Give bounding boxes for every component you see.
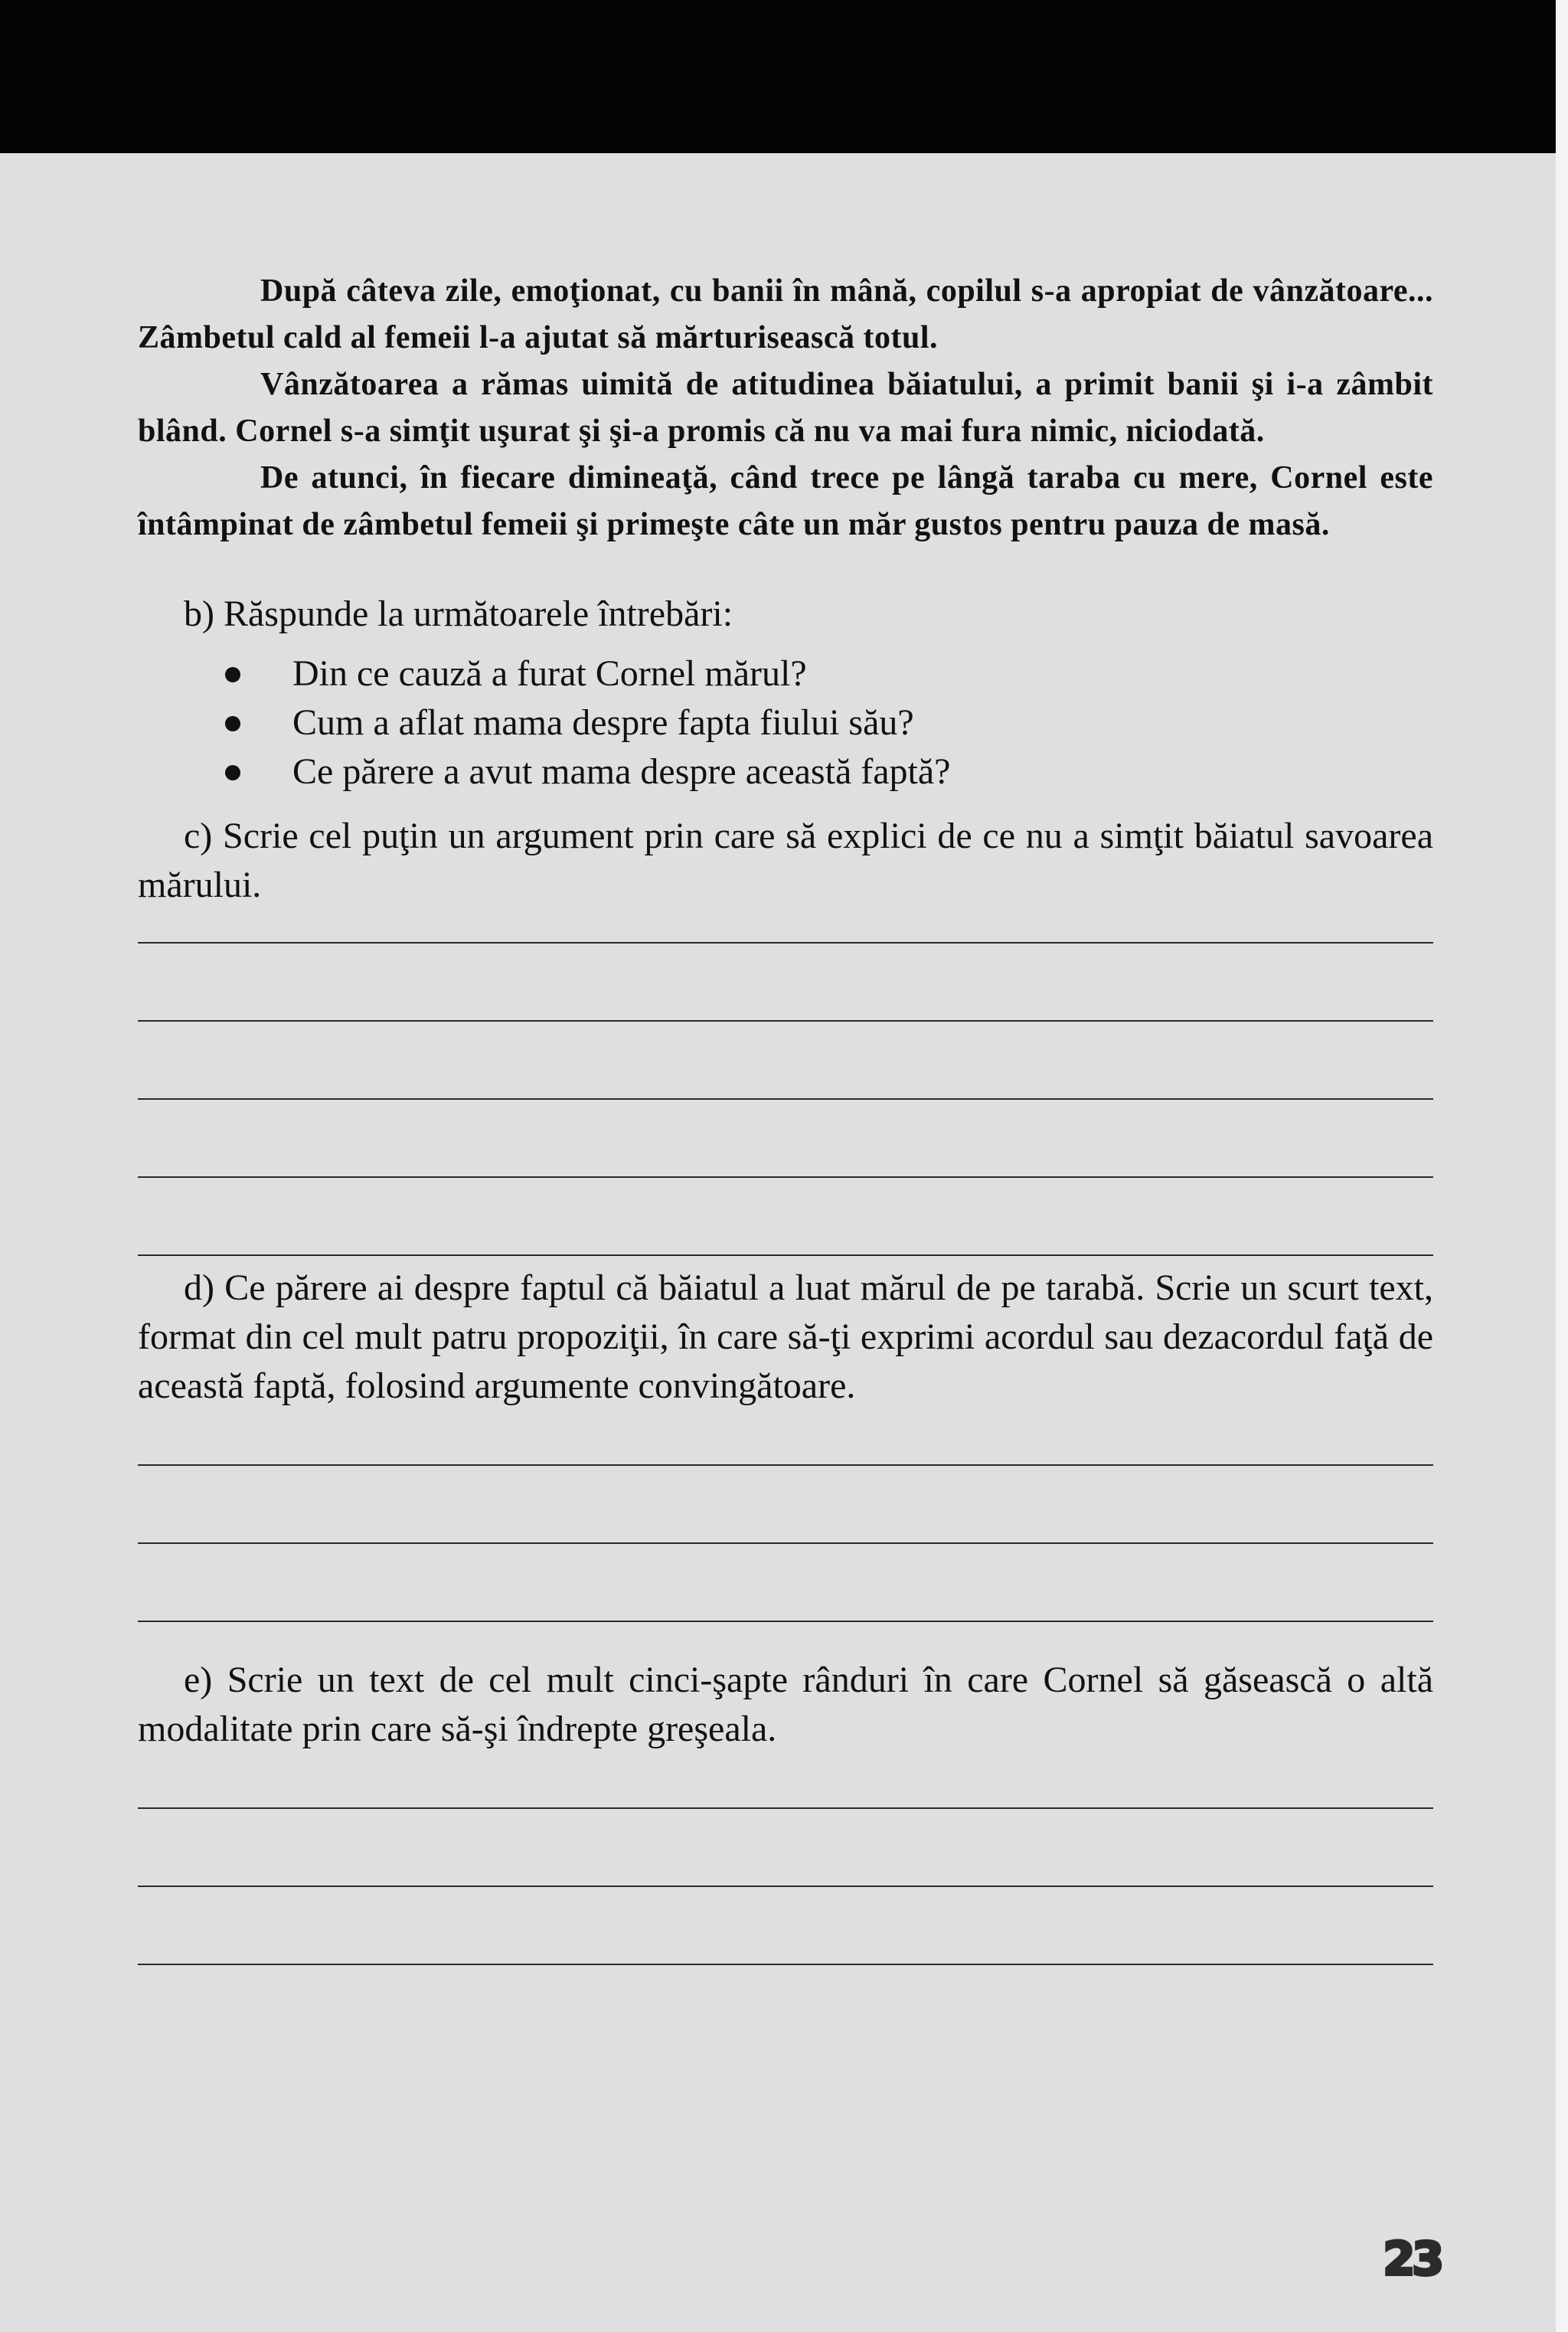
list-item: [138, 698, 1433, 747]
scan-top-bar: [0, 0, 1556, 153]
answer-line[interactable]: [138, 944, 1433, 1022]
worksheet-content: [138, 268, 1433, 1965]
bullet-icon: [225, 667, 240, 682]
answer-line[interactable]: [138, 1466, 1433, 1544]
answer-line[interactable]: [138, 1100, 1433, 1178]
page-number: 23: [1383, 2232, 1441, 2286]
answer-line[interactable]: [138, 1746, 1433, 1809]
story-paragraph: După câteva zile, emoţionat, cu banii în mână, copilul s-a apropiat de vânzătoare... Zâmbetul cald al femeii l-a ajutat să mărturisească totul.: [138, 273, 1433, 355]
bullet-icon: [225, 716, 240, 731]
list-item-text: Ce părere a avut mama despre această faptă?: [292, 751, 951, 792]
list-item-text: Din ce cauză a furat Cornel mărul?: [292, 653, 807, 694]
answer-line[interactable]: [138, 1544, 1433, 1622]
answer-line[interactable]: [138, 1022, 1433, 1100]
question-d: d) Ce părere ai despre faptul că băiatul a luat mărul de pe tarabă. Scrie un scurt text, format din cel mult patru propoziţii, în care să-ţi exprimi acordul sau dezacordul faţă de această faptă, folosind argumente convingătoare.: [138, 1267, 1433, 1406]
question-e: e) Scrie un text de cel mult cinci-şapte rânduri în care Cornel să găsească o altă modalitate prin care să-şi îndrepte greşeala.: [138, 1660, 1433, 1749]
list-item: [138, 649, 1433, 698]
answer-area-d: [138, 1403, 1433, 1622]
list-item-text: Cum a aflat mama despre fapta fiului său?: [292, 702, 914, 743]
story-text: [138, 268, 1433, 548]
answer-area-e: [138, 1746, 1433, 1965]
story-paragraph: Vânzătoarea a rămas uimită de atitudinea băiatului, a primit banii şi i-a zâmbit blând. Cornel s-a simţit uşurat şi şi-a promis că nu va mai fura nimic, niciodată.: [138, 367, 1433, 449]
answer-line[interactable]: [138, 904, 1433, 944]
story-paragraph: De atunci, în fiecare dimineaţă, când trece pe lângă taraba cu mere, Cornel este întâmpinat de zâmbetul femeii şi primeşte câte un măr gustos pentru pauza de masă.: [138, 460, 1433, 542]
answer-area-c: [138, 904, 1433, 1256]
bullet-icon: [225, 765, 240, 780]
answer-line[interactable]: [138, 1403, 1433, 1466]
scan-right-edge: [1556, 0, 1568, 2332]
list-item: [138, 747, 1433, 796]
answer-line[interactable]: [138, 1887, 1433, 1965]
answer-line[interactable]: [138, 1809, 1433, 1887]
question-b: b) Răspunde la următoarele întrebări:: [184, 594, 733, 634]
question-c: c) Scrie cel puţin un argument prin care să explici de ce nu a simţit băiatul savoarea mărului.: [138, 816, 1433, 905]
answer-line[interactable]: [138, 1178, 1433, 1256]
question-b-list: [138, 649, 1433, 796]
